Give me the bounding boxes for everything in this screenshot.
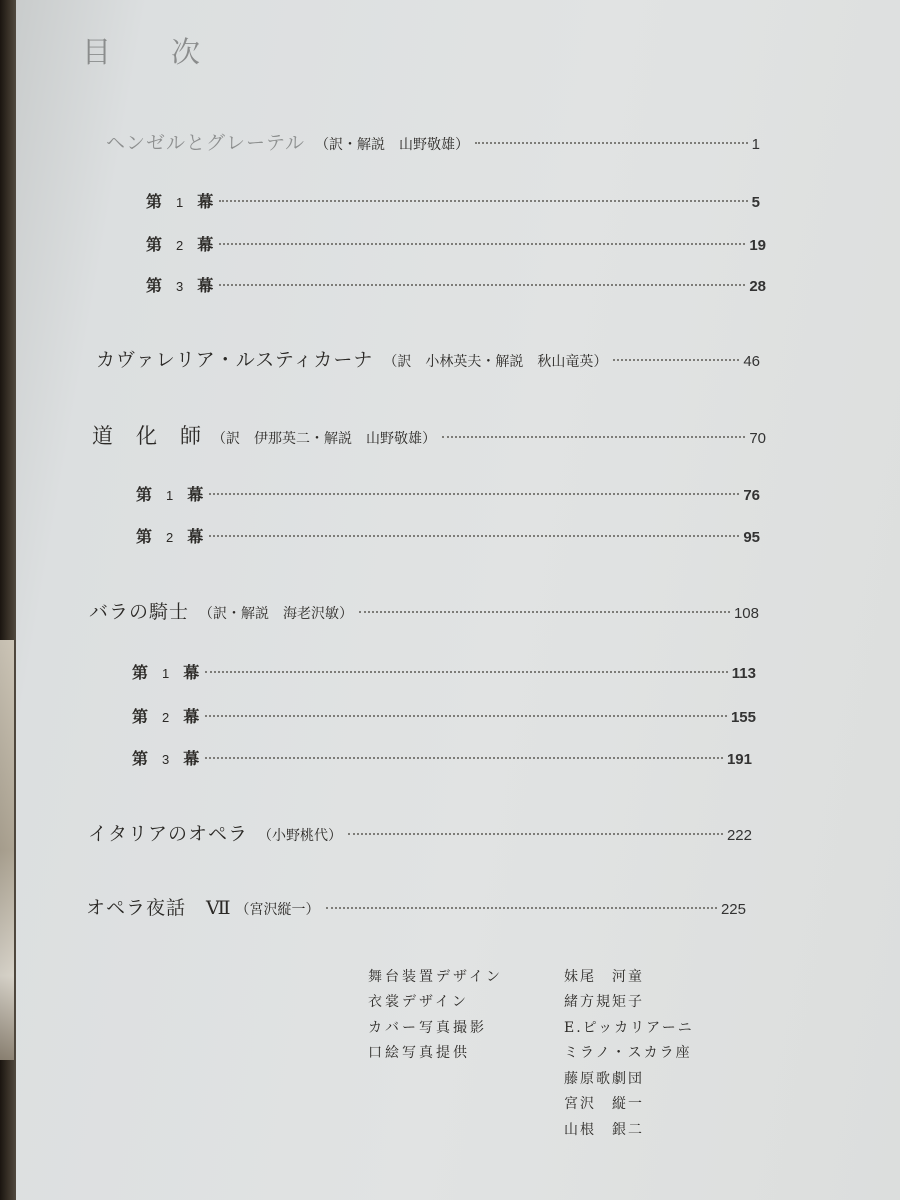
act-label: 第 bbox=[136, 527, 153, 546]
act-number: 1 bbox=[162, 666, 170, 681]
work-title: イタリアのオペラ bbox=[88, 823, 249, 845]
dot-leader bbox=[209, 493, 739, 495]
staff-row bbox=[368, 1065, 748, 1091]
work-credit: （小野桃代） bbox=[258, 828, 343, 844]
act-number: 2 bbox=[162, 710, 170, 725]
dot-leader bbox=[209, 535, 739, 537]
act-label: 第 bbox=[146, 235, 163, 254]
act-entry[interactable] bbox=[146, 232, 766, 255]
staff-name: 緒方規矩子 bbox=[564, 994, 644, 1011]
staff-name: 妹尾 河童 bbox=[564, 968, 644, 985]
dot-leader bbox=[205, 715, 727, 717]
act-entry[interactable] bbox=[146, 189, 760, 212]
toc-entry[interactable] bbox=[92, 420, 766, 450]
staff-name: 宮沢 縦一 bbox=[564, 1096, 644, 1113]
staff-credits bbox=[368, 963, 748, 1142]
page-number: 70 bbox=[749, 430, 766, 447]
staff-role: 口絵写真提供 bbox=[368, 1045, 470, 1062]
staff-row bbox=[368, 1091, 748, 1117]
act-suffix: 幕 bbox=[183, 749, 200, 768]
act-suffix: 幕 bbox=[187, 527, 204, 546]
work-credit: （訳・解説 海老沢敏） bbox=[199, 606, 354, 622]
act-label: 第 bbox=[136, 485, 153, 504]
page-number: 76 bbox=[743, 487, 760, 504]
act-number: 2 bbox=[166, 530, 174, 545]
act-label: 第 bbox=[132, 707, 149, 726]
page-number: 225 bbox=[720, 901, 746, 918]
toc-entry[interactable] bbox=[89, 597, 759, 624]
staff-role: 舞台装置デザイン bbox=[368, 968, 504, 985]
act-label: 第 bbox=[132, 663, 149, 682]
act-label: 第 bbox=[132, 749, 149, 768]
work-title: 道 化 師 bbox=[92, 424, 202, 448]
dot-leader bbox=[326, 907, 717, 909]
page-number: 5 bbox=[751, 194, 760, 211]
dot-leader bbox=[219, 284, 745, 286]
page-number: 113 bbox=[731, 665, 756, 682]
act-suffix: 幕 bbox=[197, 192, 214, 211]
work-title: オペラ夜話 Ⅶ bbox=[86, 897, 232, 919]
book-spine-edge bbox=[0, 0, 16, 1200]
staff-row bbox=[368, 1040, 748, 1066]
work-title: ヘンゼルとグレーテル bbox=[106, 132, 306, 154]
page-number: 108 bbox=[733, 605, 759, 622]
dot-leader bbox=[613, 359, 739, 361]
staff-name: ミラノ・スカラ座 bbox=[564, 1045, 692, 1062]
dot-leader bbox=[348, 833, 723, 835]
page-number: 46 bbox=[743, 353, 760, 370]
page-number: 1 bbox=[751, 136, 760, 153]
staff-role: 衣裳デザイン bbox=[368, 994, 470, 1011]
staff-row bbox=[368, 989, 748, 1015]
toc-page bbox=[16, 0, 900, 1200]
work-credit: （訳 伊那英二・解説 山野敬雄） bbox=[212, 431, 436, 447]
toc-entry[interactable] bbox=[86, 893, 746, 920]
act-entry[interactable] bbox=[132, 704, 756, 727]
work-credit: （訳 小林英夫・解説 秋山竜英） bbox=[383, 354, 608, 370]
act-number: 3 bbox=[176, 279, 184, 294]
work-title: カヴァレリア・ルスティカーナ bbox=[96, 349, 374, 371]
act-entry[interactable] bbox=[132, 746, 752, 769]
work-credit: （宮沢縦一） bbox=[235, 902, 320, 918]
dot-leader bbox=[219, 200, 747, 202]
page-title bbox=[82, 30, 200, 71]
staff-name: E.ピッカリアーニ bbox=[564, 1019, 694, 1036]
act-label: 第 bbox=[146, 192, 163, 211]
work-title: バラの騎士 bbox=[89, 601, 190, 623]
act-suffix: 幕 bbox=[197, 276, 214, 295]
act-suffix: 幕 bbox=[197, 235, 214, 254]
dot-leader bbox=[442, 436, 745, 438]
act-suffix: 幕 bbox=[183, 707, 200, 726]
act-entry[interactable] bbox=[136, 482, 760, 505]
title-char: 次 bbox=[171, 35, 201, 69]
act-number: 1 bbox=[166, 488, 174, 503]
page-number: 19 bbox=[749, 237, 766, 254]
act-label: 第 bbox=[146, 276, 163, 295]
toc-entry[interactable] bbox=[88, 819, 752, 846]
work-credit: （訳・解説 山野敬雄） bbox=[315, 137, 470, 153]
dot-leader bbox=[205, 757, 723, 759]
act-number: 1 bbox=[176, 195, 184, 210]
dot-leader bbox=[359, 611, 730, 613]
staff-row bbox=[368, 1014, 748, 1040]
page-number: 191 bbox=[726, 751, 752, 768]
act-entry[interactable] bbox=[132, 660, 756, 683]
staff-name: 藤原歌劇団 bbox=[564, 1070, 644, 1087]
staff-role: カバー写真撮影 bbox=[368, 1019, 487, 1036]
act-entry[interactable] bbox=[136, 524, 760, 547]
act-number: 2 bbox=[176, 238, 184, 253]
staff-row bbox=[368, 1116, 748, 1142]
page-number: 222 bbox=[726, 827, 752, 844]
act-entry[interactable] bbox=[146, 273, 766, 296]
toc-entry[interactable] bbox=[106, 128, 760, 155]
act-suffix: 幕 bbox=[187, 485, 204, 504]
act-suffix: 幕 bbox=[183, 663, 200, 682]
staff-name: 山根 銀二 bbox=[564, 1121, 644, 1138]
act-number: 3 bbox=[162, 752, 170, 767]
dot-leader bbox=[475, 142, 748, 144]
page-number: 95 bbox=[743, 529, 760, 546]
page-number: 155 bbox=[730, 709, 756, 726]
toc-entry[interactable] bbox=[96, 345, 760, 372]
page-number: 28 bbox=[749, 278, 766, 295]
title-char: 目 bbox=[82, 35, 112, 69]
dot-leader bbox=[205, 671, 728, 673]
staff-row bbox=[368, 963, 748, 989]
dot-leader bbox=[219, 243, 745, 245]
